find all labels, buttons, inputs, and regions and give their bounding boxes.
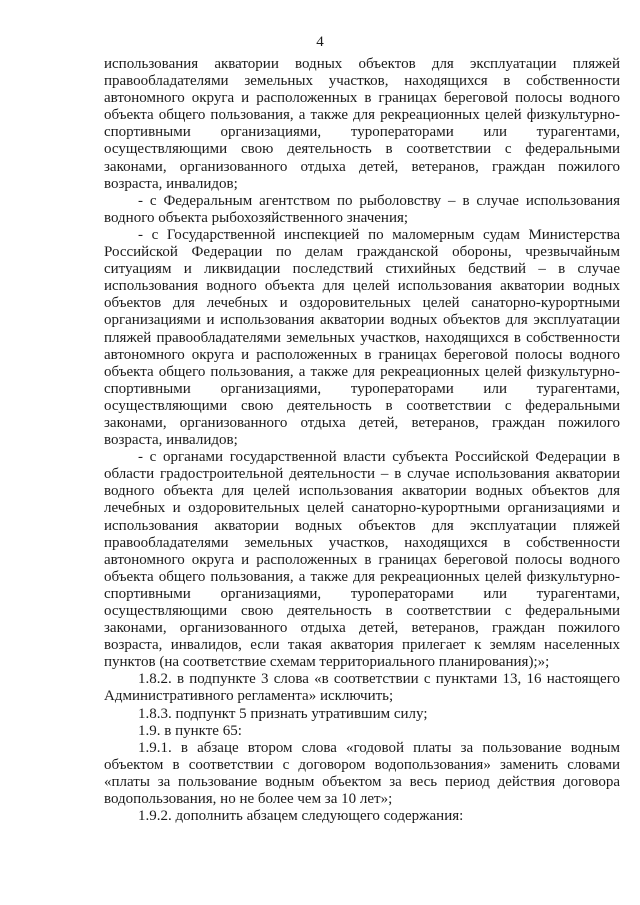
page-number: 4 — [316, 34, 324, 50]
paragraph: 1.9. в пункте 65: — [138, 722, 242, 739]
paragraph: - с органами государственной власти субъекта Российской Федерации в области градостроительной деятельности – в случае использования акватории водного объекта для целей использования акватории водных объектов для лечебных и оздоровительных целей санаторно-курортными организациями и использования акватории водных объектов для эксплуатации пляжей правообладателями земельных участков, находящихся в собственности автономного округа и расположенных в границах береговой полосы водного объекта общего пользования, а также для рекреационных целей физкультурно-спортивными организациями, туроператорами или турагентами, осуществляющими свою деятельность в соответствии с федеральными законами, организованного отдыха детей, ветеранов, граждан пожилого возраста, инвалидов, если такая акватория прилегает к землям населенных пунктов (на соответствие схемам территориального планирования);»; — [104, 449, 620, 671]
paragraph: 1.8.3. подпункт 5 признать утратившим силу; — [138, 705, 428, 722]
paragraph: - с Федеральным агентством по рыболовству – в случае использования водного объекта рыбохозяйственного значения; — [104, 192, 620, 226]
paragraph: использования акватории водных объектов для эксплуатации пляжей правообладателями земельных участков, находящихся в собственности автономного округа и расположенных в границах береговой полосы водного объекта общего пользования, а также для рекреационных целей физкультурно-спортивными организациями, туроператорами или турагентами, осуществляющими свою деятельность в соответствии с федеральными законами, организованного отдыха детей, ветеранов, граждан пожилого возраста, инвалидов; — [104, 56, 620, 192]
document-body — [104, 56, 620, 825]
paragraph: 1.8.2. в подпункте 3 слова «в соответствии с пунктами 13, 16 настоящего Административного регламента» исключить; — [104, 671, 620, 705]
paragraph: 1.9.1. в абзаце втором слова «годовой платы за пользование водным объектом в соответствии с договором водопользования» заменить словами «платы за пользование водным объектом за весь период действия договора водопользования, но не более чем за 10 лет»; — [104, 739, 620, 808]
paragraph: - с Государственной инспекцией по маломерным судам Министерства Российской Федерации по делам гражданской обороны, чрезвычайным ситуациям и ликвидации последствий стихийных бедствий – в случае использования водного объекта для целей использования акватории водных объектов для лечебных и оздоровительных целей санаторно-курортными организациями и использования акватории водных объектов для эксплуатации пляжей правообладателями земельных участков, находящихся в собственности автономного округа и расположенных в границах береговой полосы водного объекта общего пользования, а также для рекреационных целей физкультурно-спортивными организациями, туроператорами или турагентами, осуществляющими свою деятельность в соответствии с федеральными законами, организованного отдыха детей, ветеранов, граждан пожилого возраста, инвалидов; — [104, 226, 620, 449]
paragraph: 1.9.2. дополнить абзацем следующего содержания: — [138, 808, 464, 825]
